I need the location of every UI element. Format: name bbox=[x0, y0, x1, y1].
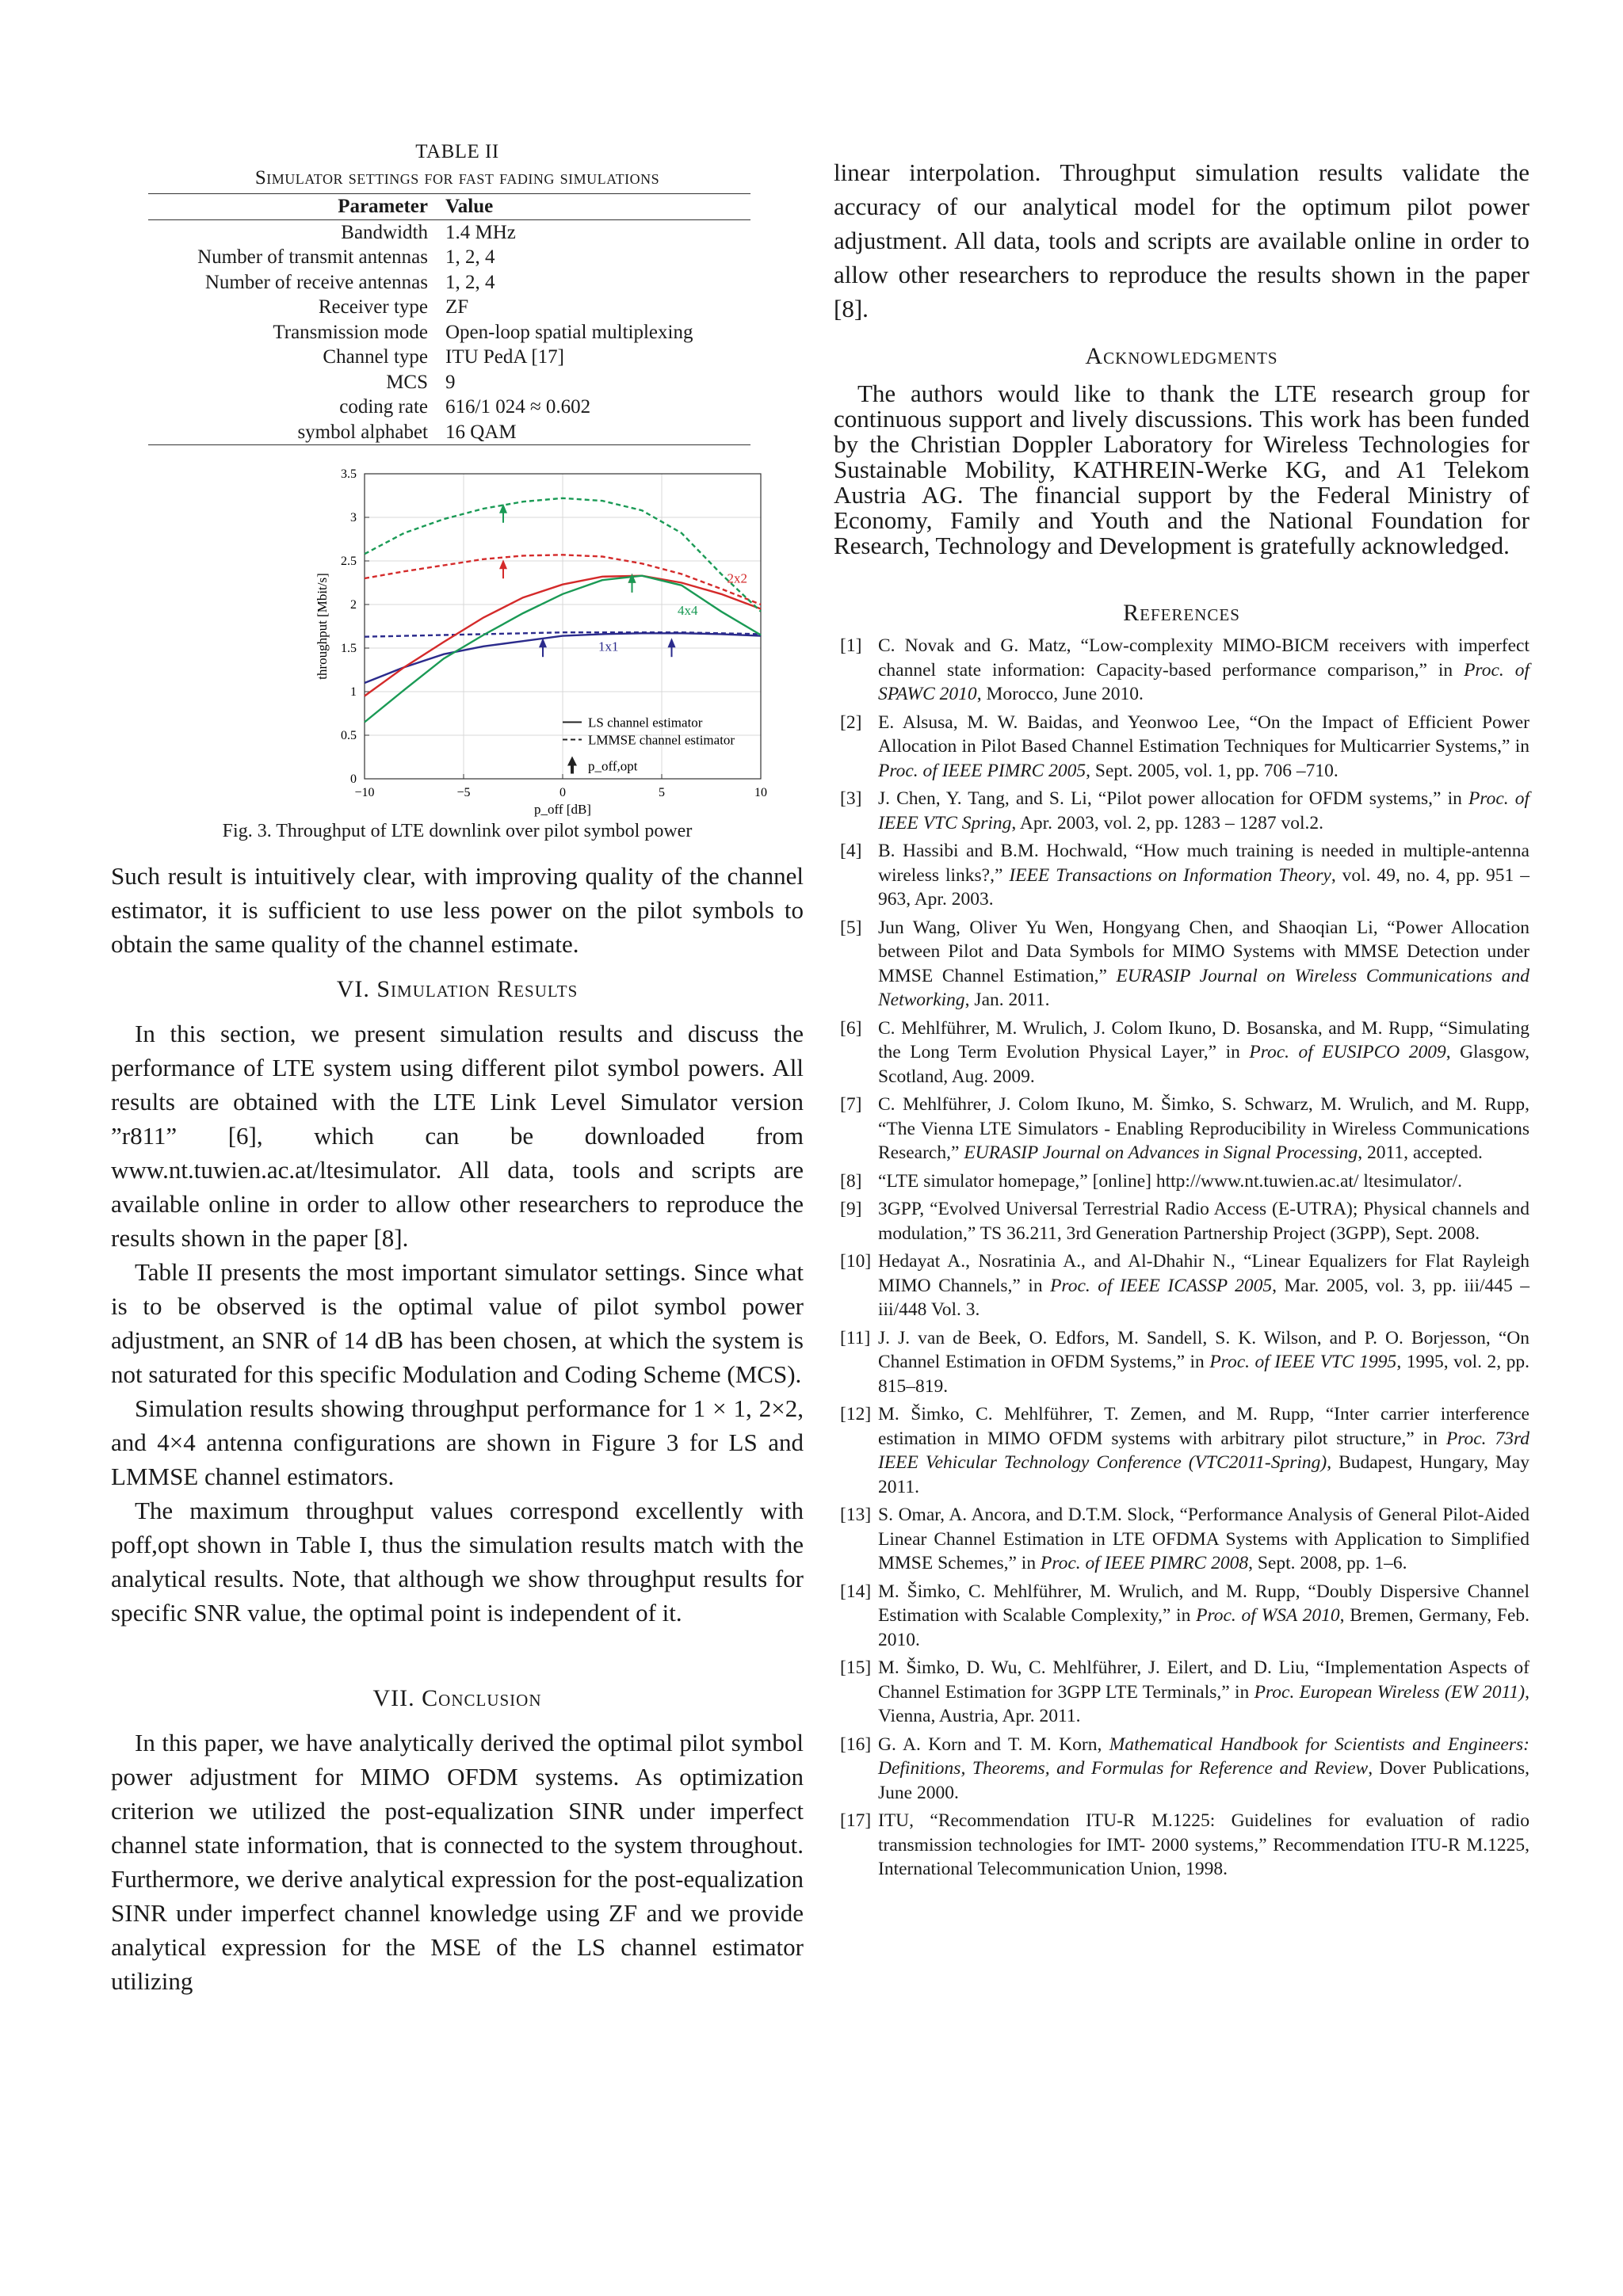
reference-item bbox=[834, 1733, 1529, 1806]
reference-number: [5] bbox=[840, 917, 862, 938]
tick-label-y: 3.5 bbox=[341, 467, 357, 481]
tick-label-y: 0.5 bbox=[341, 729, 357, 742]
reference-venue: IEEE Transactions on Information Theory bbox=[1009, 864, 1331, 886]
reference-venue: EURASIP Journal on Wireless Communications and Networking bbox=[878, 965, 1529, 1010]
reference-venue: Proc. of IEEE PIMRC 2005 bbox=[878, 760, 1086, 781]
reference-venue: Proc. of IEEE VTC 1995 bbox=[1209, 1352, 1397, 1372]
section-heading-conclusion bbox=[111, 1685, 804, 1712]
reference-details: , 1995, vol. 2, pp. 815–819. bbox=[878, 1352, 1530, 1397]
reference-number: [15] bbox=[840, 1657, 872, 1678]
table-row bbox=[148, 345, 750, 370]
reference-details: , Sept. 2008, pp. 1–6. bbox=[1248, 1553, 1407, 1573]
reference-details: , Jan. 2011. bbox=[964, 990, 1050, 1010]
reference-item bbox=[834, 634, 1529, 707]
table-row bbox=[148, 245, 750, 270]
reference-number: [2] bbox=[840, 711, 862, 733]
opt-marker-arrow bbox=[668, 638, 676, 647]
paragraph: The maximum throughput values correspond excellently with poff,opt shown in Table I, thus the simulation results match with the analytical results. Note, that although we show throughput results for specific SNR value, the optimal point is independent of it. bbox=[111, 1497, 804, 1627]
reference-list bbox=[834, 634, 1529, 1886]
reference-text: G. A. Korn and T. M. Korn, bbox=[878, 1733, 1109, 1755]
section-title: Simulation Results bbox=[376, 976, 579, 1002]
paragraph: In this paper, we have analytically derived the optimal pilot symbol power adjustment for MIMO OFDM systems. As optimization criterion we utilized the post-equalization SINR under imperfect channel state information, that is connected to the system throughout. Furthermore, we derive analytical expression for the post-equalization SINR under imperfect channel knowledge using ZF and we provide analytical expression for the MSE of the LS channel estimator utilizing bbox=[111, 1729, 804, 1995]
reference-text: Jun Wang, Oliver Yu Wen, Hongyang Chen, and Shaoqian Li, “Power Allocation between Pilot and Data Symbols for MIMO Systems with MMSE Detection under MMSE Channel Estimation,” bbox=[878, 917, 1529, 986]
table-cell-value: 1.4 MHz bbox=[445, 221, 516, 243]
table-row bbox=[148, 295, 750, 320]
reference-number: [1] bbox=[840, 635, 862, 656]
reference-number: [16] bbox=[840, 1733, 872, 1755]
tick-label-x: −10 bbox=[354, 786, 375, 799]
acknowledgments-heading: Acknowledgments bbox=[1085, 343, 1278, 369]
section-title: Conclusion bbox=[422, 1685, 542, 1711]
reference-item bbox=[834, 1093, 1529, 1165]
table-cell-parameter: coding rate bbox=[339, 396, 428, 418]
table-cell-value: ZF bbox=[445, 296, 469, 318]
reference-details: , Apr. 2003, vol. 2, pp. 1283 – 1287 vol.2. bbox=[1011, 812, 1324, 833]
tick-label-y: 3 bbox=[350, 511, 357, 524]
reference-venue: Proc. of EUSIPCO 2009 bbox=[1249, 1042, 1446, 1062]
annotation-2x2: 2x2 bbox=[727, 570, 747, 586]
legend-lmmse-label: LMMSE channel estimator bbox=[588, 732, 735, 748]
reference-details: , Mar. 2005, vol. 3, pp. iii/445 – iii/448 Vol. 3. bbox=[878, 1275, 1530, 1320]
reference-text: C. Novak and G. Matz, “Low-complexity MIMO-BICM receivers with imperfect channel state information: Capacity-based performance comparison,” in bbox=[878, 635, 1529, 681]
reference-venue: Proc. of WSA 2010 bbox=[1196, 1605, 1340, 1626]
reference-venue: Proc. 73rd IEEE Vehicular Technology Conference (VTC2011-Spring) bbox=[878, 1428, 1529, 1473]
reference-number: [6] bbox=[840, 1017, 862, 1039]
table-cell-value: 9 bbox=[445, 371, 456, 393]
legend-popt-label: p_off,opt bbox=[588, 758, 638, 774]
reference-item bbox=[834, 1169, 1529, 1194]
reference-item bbox=[834, 1580, 1529, 1653]
reference-venue: Proc. of SPAWC 2010 bbox=[878, 659, 1529, 704]
paragraph: In this section, we present simulation results and discuss the performance of LTE system using different pilot symbol powers. All results are obtained with the LTE Link Level Simulator version ”r811” [6], which can be downloaded from www.nt.tuwien.ac.at/ltesimulator. All data, tools and scripts are available online in order to allow other researchers to reproduce the results shown in the paper [8]. bbox=[111, 1020, 804, 1252]
reference-details: , Sept. 2005, vol. 1, pp. 706 –710. bbox=[1086, 760, 1338, 781]
reference-text: M. Šimko, D. Wu, C. Mehlführer, J. Eilert, and D. Liu, “Implementation Aspects of Channel Estimation for 3GPP LTE Terminals,” in bbox=[878, 1657, 1529, 1703]
tick-label-y: 2.5 bbox=[341, 555, 357, 568]
section-number: VII. bbox=[372, 1685, 415, 1711]
reference-number: [10] bbox=[840, 1251, 872, 1272]
opt-marker-arrow bbox=[628, 574, 636, 583]
reference-text: 3GPP, “Evolved Universal Terrestrial Radio Access (E-UTRA); Physical channels and modulation,” TS 36.211, 3rd Generation Partnership Project (3GPP), Sept. 2008. bbox=[878, 1199, 1529, 1244]
reference-text: ITU, “Recommendation ITU-R M.1225: Guidelines for evaluation of radio transmission technologies for IMT- 2000 systems,” Recommendation ITU-R M.1225, International Telecommunication Union, 1998. bbox=[878, 1810, 1529, 1879]
tick-label-y: 1 bbox=[350, 685, 357, 699]
tick-label-y: 0 bbox=[350, 772, 357, 786]
figure-caption: Fig. 3. Throughput of LTE downlink over pilot symbol power bbox=[222, 821, 693, 841]
reference-item bbox=[834, 1326, 1529, 1399]
table-row bbox=[148, 370, 750, 395]
reference-number: [8] bbox=[840, 1170, 862, 1192]
reference-text: M. Šimko, C. Mehlführer, M. Wrulich, and M. Rupp, “Doubly Dispersive Channel Estimation with Scalable Complexity,” in bbox=[878, 1581, 1529, 1626]
table-cell-parameter: symbol alphabet bbox=[148, 420, 445, 445]
tick-label-x: −5 bbox=[456, 786, 471, 799]
reference-details: , Morocco, June 2010. bbox=[976, 684, 1144, 704]
reference-details: , Dover Publications, June 2000. bbox=[878, 1758, 1530, 1803]
table-header-row bbox=[148, 194, 750, 220]
table-cell-value: 16 QAM bbox=[445, 420, 750, 445]
reference-venue: Proc. of IEEE VTC Spring bbox=[878, 788, 1529, 833]
reference-text: “LTE simulator homepage,” [online] http://www.nt.tuwien.ac.at/ ltesimulator/. bbox=[878, 1170, 1463, 1192]
table-cell-parameter: Number of receive antennas bbox=[204, 271, 428, 293]
reference-item bbox=[834, 916, 1529, 1013]
throughput-chart bbox=[206, 462, 777, 818]
annotation-4x4: 4x4 bbox=[678, 603, 698, 619]
reference-number: [12] bbox=[840, 1404, 872, 1425]
tick-label-x: 10 bbox=[754, 786, 767, 799]
reference-text: Hedayat A., Nosratinia A., and Al-Dhahir N., “Linear Equalizers for Flat Rayleigh MIMO Channels,” in bbox=[878, 1251, 1529, 1296]
reference-details: , 2011, accepted. bbox=[1358, 1142, 1483, 1163]
reference-item bbox=[834, 1197, 1529, 1245]
tick-label-y: 1.5 bbox=[341, 642, 357, 655]
reference-details: , vol. 49, no. 4, pp. 951 – 963, Apr. 2003. bbox=[878, 864, 1529, 910]
paragraph: Such result is intuitively clear, with improving quality of the channel estimator, it is sufficient to use less power on the pilot symbols to obtain the same quality of the channel estimate. bbox=[111, 862, 804, 958]
reference-venue: EURASIP Journal on Advances in Signal Processing bbox=[964, 1142, 1358, 1163]
table-cell-value: Open-loop spatial multiplexing bbox=[445, 321, 693, 343]
table-row bbox=[148, 270, 750, 296]
reference-venue: Mathematical Handbook for Scientists and Engineers: Definitions, Theorems, and Formulas for Reference and Review bbox=[878, 1733, 1529, 1779]
reference-item bbox=[834, 1402, 1529, 1499]
tick-label-y: 2 bbox=[350, 598, 357, 612]
reference-details: , Glasgow, Scotland, Aug. 2009. bbox=[878, 1042, 1529, 1087]
reference-number: [11] bbox=[840, 1327, 871, 1348]
reference-number: [14] bbox=[840, 1581, 872, 1602]
reference-venue: Proc. of IEEE ICASSP 2005 bbox=[1050, 1275, 1273, 1296]
table-row bbox=[148, 395, 750, 420]
paragraph: Table II presents the most important simulator settings. Since what is to be observed is the optimal value of pilot symbol power adjustment, an SNR of 14 dB has been chosen, at which the system is not saturated for this specific Modulation and Coding Scheme (MCS). bbox=[111, 1258, 804, 1388]
reference-text: J. J. van de Beek, O. Edfors, M. Sandell, S. K. Wilson, and P. O. Borjesson, “On Channel Estimation in OFDM Systems,” in bbox=[878, 1327, 1529, 1372]
reference-item bbox=[834, 1503, 1529, 1576]
section-heading-simulation-results bbox=[111, 976, 804, 1003]
reference-item bbox=[834, 711, 1529, 784]
reference-text: C. Mehlführer, J. Colom Ikuno, M. Šimko, S. Schwarz, M. Wrulich, and M. Rupp, “The Vienna LTE Simulators - Enabling Reproducibility in Wireless Communications Research,” bbox=[878, 1094, 1529, 1163]
reference-text: B. Hassibi and B.M. Hochwald, “How much training is needed in multiple-antenna wireless links?,” bbox=[878, 841, 1529, 886]
reference-item bbox=[834, 787, 1529, 835]
table-header-value: Value bbox=[445, 194, 750, 220]
table-cell-value: 1, 2, 4 bbox=[445, 246, 495, 268]
reference-number: [3] bbox=[840, 788, 862, 809]
reference-text: M. Šimko, C. Mehlführer, T. Zemen, and M. Rupp, “Inter carrier interference estimation in MIMO OFDM systems with arbitrary pilot structure,” in bbox=[878, 1404, 1529, 1449]
reference-details: , Vienna, Austria, Apr. 2011. bbox=[878, 1681, 1530, 1726]
table-cell-parameter: Number of transmit antennas bbox=[197, 246, 428, 268]
reference-details: , Budapest, Hungary, May 2011. bbox=[878, 1452, 1529, 1497]
chart-legend bbox=[563, 715, 735, 774]
reference-item bbox=[834, 839, 1529, 912]
table-row bbox=[148, 320, 750, 345]
reference-number: [17] bbox=[840, 1810, 872, 1831]
table-header-parameter: Parameter bbox=[148, 194, 445, 220]
tick-label-x: 5 bbox=[659, 786, 665, 799]
reference-number: [9] bbox=[840, 1199, 862, 1219]
reference-text: S. Omar, A. Ancora, and D.T.M. Slock, “Performance Analysis of General Pilot-Aided Linear Channel Estimation in LTE OFDMA Systems with Application to Simplified MMSE Schemes,” in bbox=[878, 1505, 1529, 1573]
reference-text: C. Mehlführer, M. Wrulich, J. Colom Ikuno, D. Bosanska, and M. Rupp, “Simulating the Long Term Evolution Physical Layer,” in bbox=[878, 1017, 1529, 1062]
reference-text: J. Chen, Y. Tang, and S. Li, “Pilot power allocation for OFDM systems,” in bbox=[878, 788, 1468, 809]
paragraph: linear interpolation. Throughput simulation results validate the accuracy of our analytical model for the optimum pilot power adjustment. All data, tools and scripts are available online in order to allow other researchers to reproduce the results shown in the paper [8]. bbox=[834, 158, 1529, 322]
tick-label-x: 0 bbox=[559, 786, 566, 799]
annotation-1x1: 1x1 bbox=[598, 639, 619, 654]
table-caption-title: Simulator settings for fast fading simulations bbox=[254, 167, 660, 189]
reference-item bbox=[834, 1809, 1529, 1882]
reference-item bbox=[834, 1016, 1529, 1089]
table-cell-parameter: MCS bbox=[386, 371, 428, 393]
reference-venue: Proc. of IEEE PIMRC 2008 bbox=[1040, 1553, 1249, 1573]
table-cell-value: 1, 2, 4 bbox=[445, 271, 495, 293]
table-cell-value: ITU PedA [17] bbox=[445, 346, 564, 368]
legend-arrow-icon bbox=[567, 757, 577, 774]
table-cell-value: 616/1 024 ≈ 0.602 bbox=[445, 396, 591, 418]
section-number: VI. bbox=[336, 976, 370, 1002]
reference-venue: Proc. European Wireless (EW 2011) bbox=[1254, 1681, 1526, 1703]
paragraph: Simulation results showing throughput performance for 1 × 1, 2×2, and 4×4 antenna configurations are shown in Figure 3 for LS and LMMSE channel estimators. bbox=[111, 1394, 804, 1490]
reference-details: , Bremen, Germany, Feb. 2010. bbox=[878, 1605, 1530, 1650]
reference-number: [4] bbox=[840, 841, 862, 861]
references-heading: References bbox=[1123, 600, 1240, 626]
simulator-settings-table bbox=[148, 193, 750, 445]
reference-item bbox=[834, 1249, 1529, 1322]
table-caption-number: TABLE II bbox=[415, 141, 499, 162]
acknowledgments-text: The authors would like to thank the LTE research group for continuous support and lively discussions. This work has been funded by the Christian Doppler Laboratory for Wireless Technologies for Sustainable Mobility, KATHREIN-Werke KG, and A1 Telekom Austria AG. The financial support by the Federal Ministry of Economy, Family and Youth and the National Foundation for Research, Technology and Development is gratefully acknowledged. bbox=[834, 379, 1529, 559]
table-cell-parameter: Bandwidth bbox=[341, 221, 428, 243]
table-cell-parameter: Transmission mode bbox=[273, 321, 428, 343]
reference-text: E. Alsusa, M. W. Baidas, and Yeonwoo Lee, “On the Impact of Efficient Power Allocation in Pilot Based Channel Estimation Techniques for Multicarrier Systems,” in bbox=[878, 711, 1529, 757]
reference-number: [7] bbox=[840, 1094, 862, 1115]
table-row bbox=[148, 420, 750, 445]
table-cell-parameter: Receiver type bbox=[318, 296, 428, 318]
y-axis-label: throughput [Mbit/s] bbox=[315, 573, 330, 680]
x-axis-label: p_off [dB] bbox=[534, 802, 591, 817]
reference-number: [13] bbox=[840, 1505, 872, 1525]
table-row bbox=[148, 219, 750, 245]
reference-item bbox=[834, 1656, 1529, 1729]
legend-ls-label: LS channel estimator bbox=[588, 715, 703, 730]
table-cell-parameter: Channel type bbox=[323, 346, 428, 368]
